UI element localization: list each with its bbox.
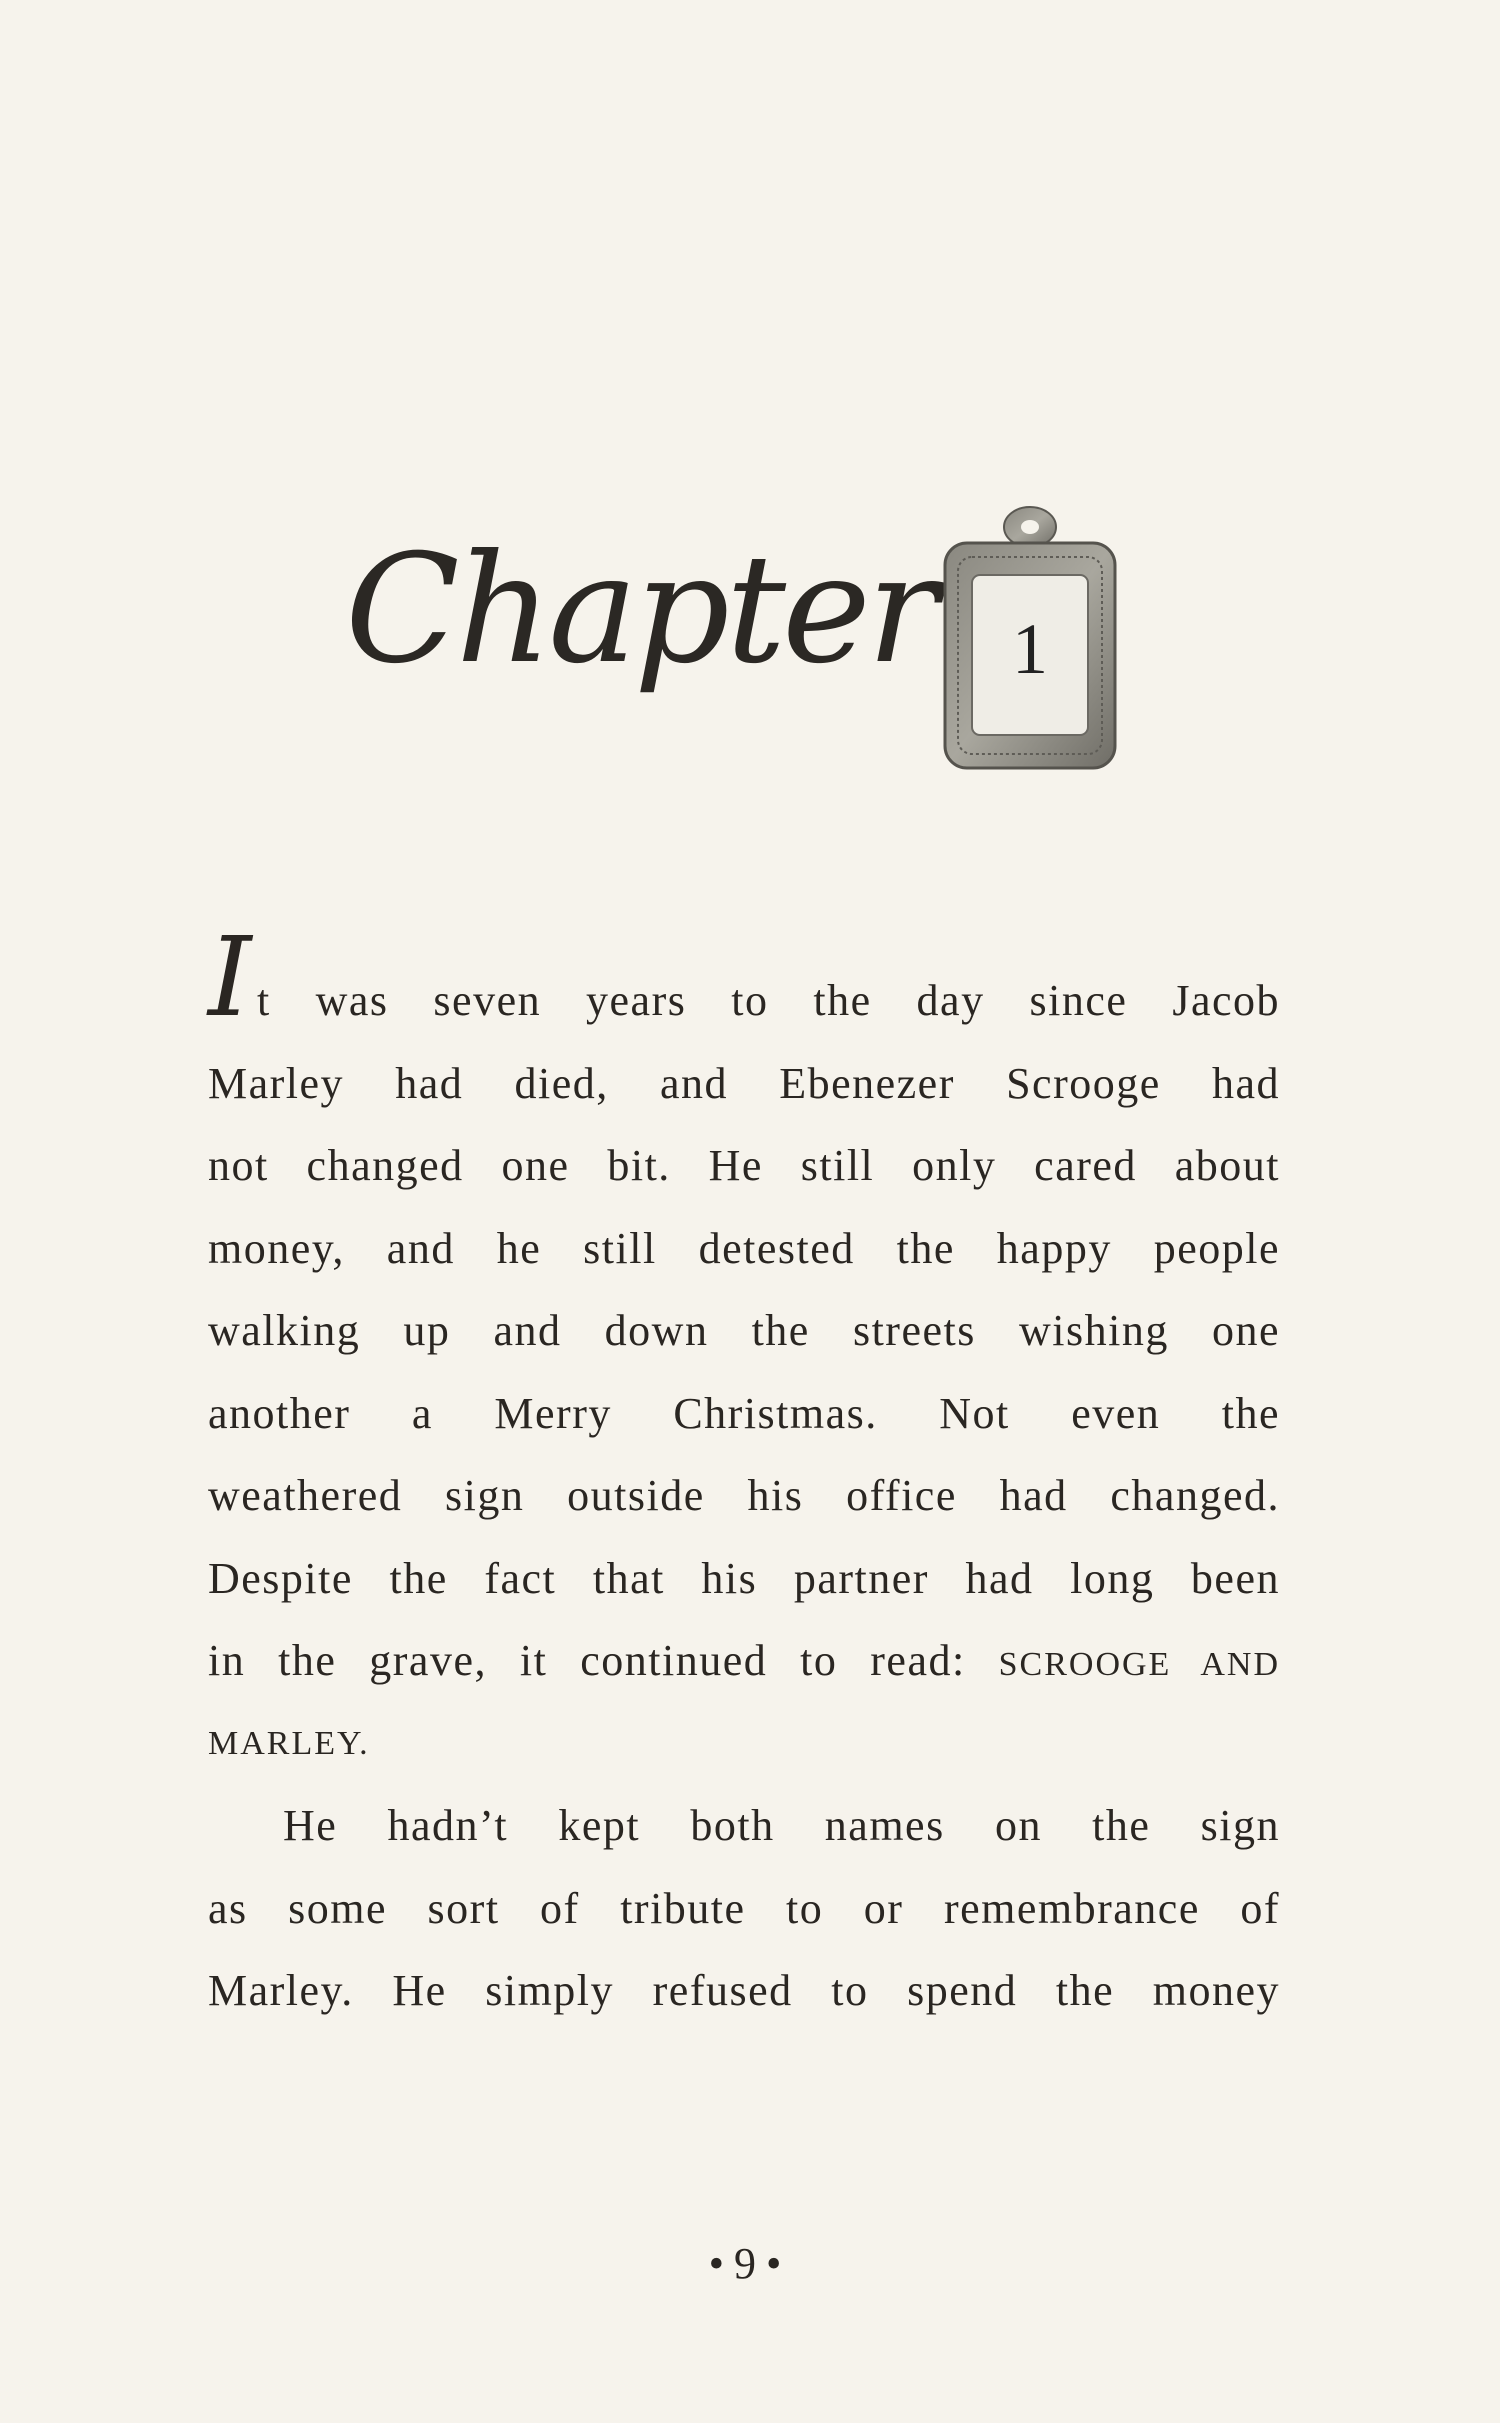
text-line: He hadn’t kept both names on the sign <box>283 1801 1280 1850</box>
text-line: Marley had died, and Ebenezer Scrooge had <box>208 1058 1280 1108</box>
text-line: weathered sign outside his office had changed. <box>208 1471 1280 1520</box>
text-line: in the grave, it continued to read: SCROOGE AND <box>208 1636 1281 1685</box>
text-line: Marley. He simply refused to spend the money <box>208 1966 1280 2015</box>
chapter-header <box>0 505 1500 805</box>
text-line: walking up and down the streets wishing one <box>208 1306 1280 1355</box>
bullet-icon: • <box>766 2239 792 2288</box>
text-line: MARLEY. <box>208 1724 370 1762</box>
text-line: money, and he still detested the happy people <box>208 1223 1280 1273</box>
chapter-heading: Chapter <box>345 523 935 697</box>
sign-text: SCROOGE AND <box>998 1646 1281 1683</box>
text-line: not changed one bit. He still only cared about <box>208 1141 1280 1190</box>
page-number: 9 <box>734 2239 766 2288</box>
text-line: as some sort of tribute to or remembrance of <box>208 1883 1280 1933</box>
text-line: another a Merry Christmas. Not even the <box>208 1388 1280 1438</box>
page-footer <box>0 2238 1500 2289</box>
chapter-number: 1 <box>1012 609 1048 689</box>
body-text <box>208 913 1281 2033</box>
drop-cap: I <box>208 913 253 1041</box>
text-line: It was seven years to the day since Jacob <box>208 913 1280 1041</box>
text-line: Despite the fact that his partner had long been <box>208 1553 1280 1603</box>
bullet-icon: • <box>708 2239 734 2288</box>
